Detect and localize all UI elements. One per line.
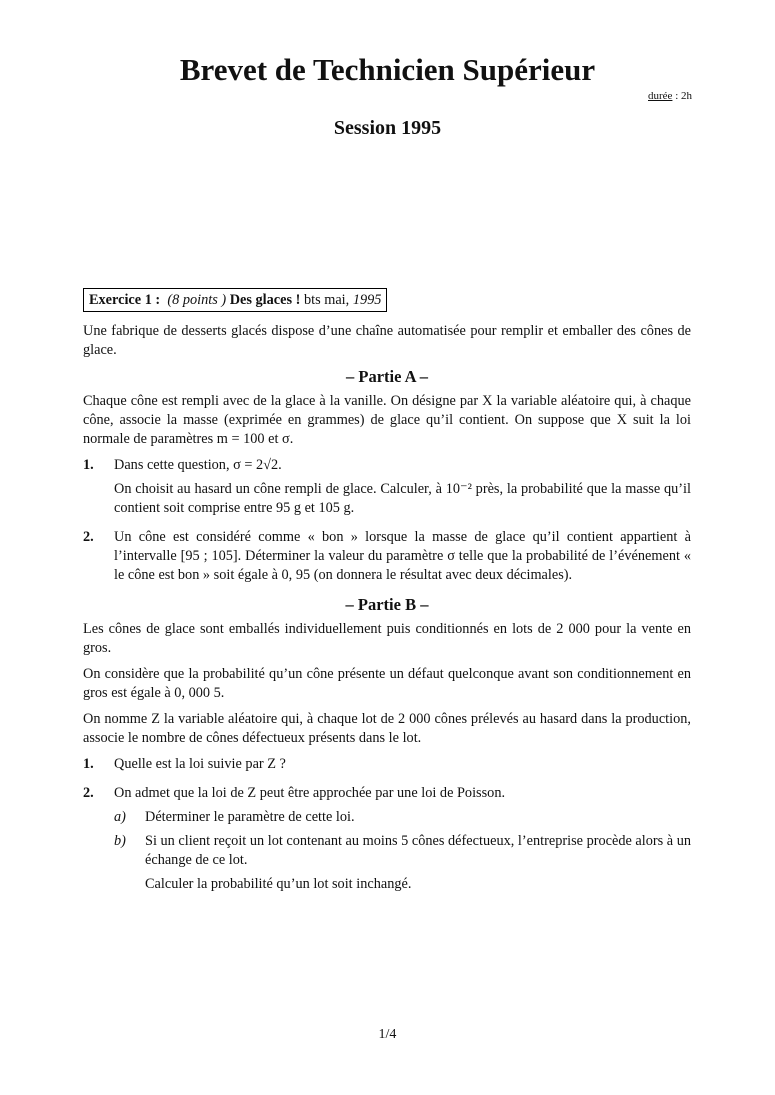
exercise-name: Des glaces ! <box>229 292 301 308</box>
session-title: Session 1995 <box>333 117 442 139</box>
question-number: 2. <box>83 529 94 545</box>
exercise-points: (8 points ) <box>167 292 227 308</box>
part-a-question-2 <box>83 528 691 590</box>
exercise-content <box>83 288 691 909</box>
part-b-paragraph-3: On nomme Z la variable aléatoire qui, à chaque lot de 2 000 cônes prélevés au hasard dans la production, associe le nombre de cônes défectueux présents dans le lot. <box>83 711 691 746</box>
sub-question-text: Si un client reçoit un lot contenant au moins 5 cônes défectueux, l’entreprise procède alors à un échange de ce lot. <box>145 833 691 868</box>
question-number: 1. <box>83 457 94 473</box>
exercise-year: 1995 <box>352 292 382 308</box>
page-number: 1/4 <box>378 1027 397 1042</box>
exercise-label: Exercice 1 : <box>89 292 161 308</box>
duration-note <box>648 90 692 102</box>
part-a-heading: – Partie A – <box>345 367 429 386</box>
question-text: On choisit au hasard un cône rempli de glace. Calculer, à 10⁻² près, la probabilité que la masse qu’il contient soit comprise entre 95 g et 105 g. <box>114 481 691 516</box>
duration-value: : 2h <box>672 90 692 102</box>
part-a-question-1 <box>83 456 691 523</box>
part-a-intro: Chaque cône est rempli avec de la glace à la vanille. On désigne par X la variable aléatoire qui, à chaque cône, associe la masse (exprimée en grammes) de glace qu’il contient. On suppose que X suit la loi normale de paramètres m = 100 et σ. <box>83 393 691 447</box>
sub-question-a <box>114 808 691 827</box>
document-title: Brevet de Technicien Supérieur <box>179 52 596 87</box>
part-b-paragraph-1: Les cônes de glace sont emballés individuellement puis conditionnés en lots de 2 000 pour la vente en gros. <box>83 621 691 656</box>
sub-question-label: a) <box>114 809 126 825</box>
sub-question-label: b) <box>114 833 126 849</box>
sub-question-text: Déterminer le paramètre de cette loi. <box>145 809 355 825</box>
question-condition: Dans cette question, σ = 2√2. <box>114 457 282 473</box>
question-text: Quelle est la loi suivie par Z ? <box>114 756 286 772</box>
part-b-heading: – Partie B – <box>345 595 429 614</box>
part-b-paragraph-2: On considère que la probabilité qu’un cône présente un défaut quelconque avant son conditionnement en gros est égale à 0, 000 5. <box>83 666 691 701</box>
exercise-source: bts mai, <box>303 292 350 308</box>
exercise-header-box <box>83 288 387 312</box>
sub-question-b <box>114 832 691 899</box>
part-b-question-2 <box>83 784 691 904</box>
question-text: On admet que la loi de Z peut être approchée par une loi de Poisson. <box>114 785 506 801</box>
sub-question-text-2: Calculer la probabilité qu’un lot soit inchangé. <box>145 876 412 892</box>
question-number: 2. <box>83 785 94 801</box>
question-number: 1. <box>83 756 94 772</box>
duration-label: durée <box>648 90 673 102</box>
exercise-intro: Une fabrique de desserts glacés dispose d’une chaîne automatisée pour remplir et emballer des cônes de glace. <box>83 323 691 358</box>
question-text: Un cône est considéré comme « bon » lorsque la masse de glace qu’il contient appartient à l’intervalle [95 ; 105]. Déterminer la valeur du paramètre σ telle que la probabilité de l’événement « le cône est bon » soit égale à 0, 95 (on donnera le résultat avec deux décimales). <box>114 529 691 583</box>
part-b-question-1 <box>83 755 691 779</box>
